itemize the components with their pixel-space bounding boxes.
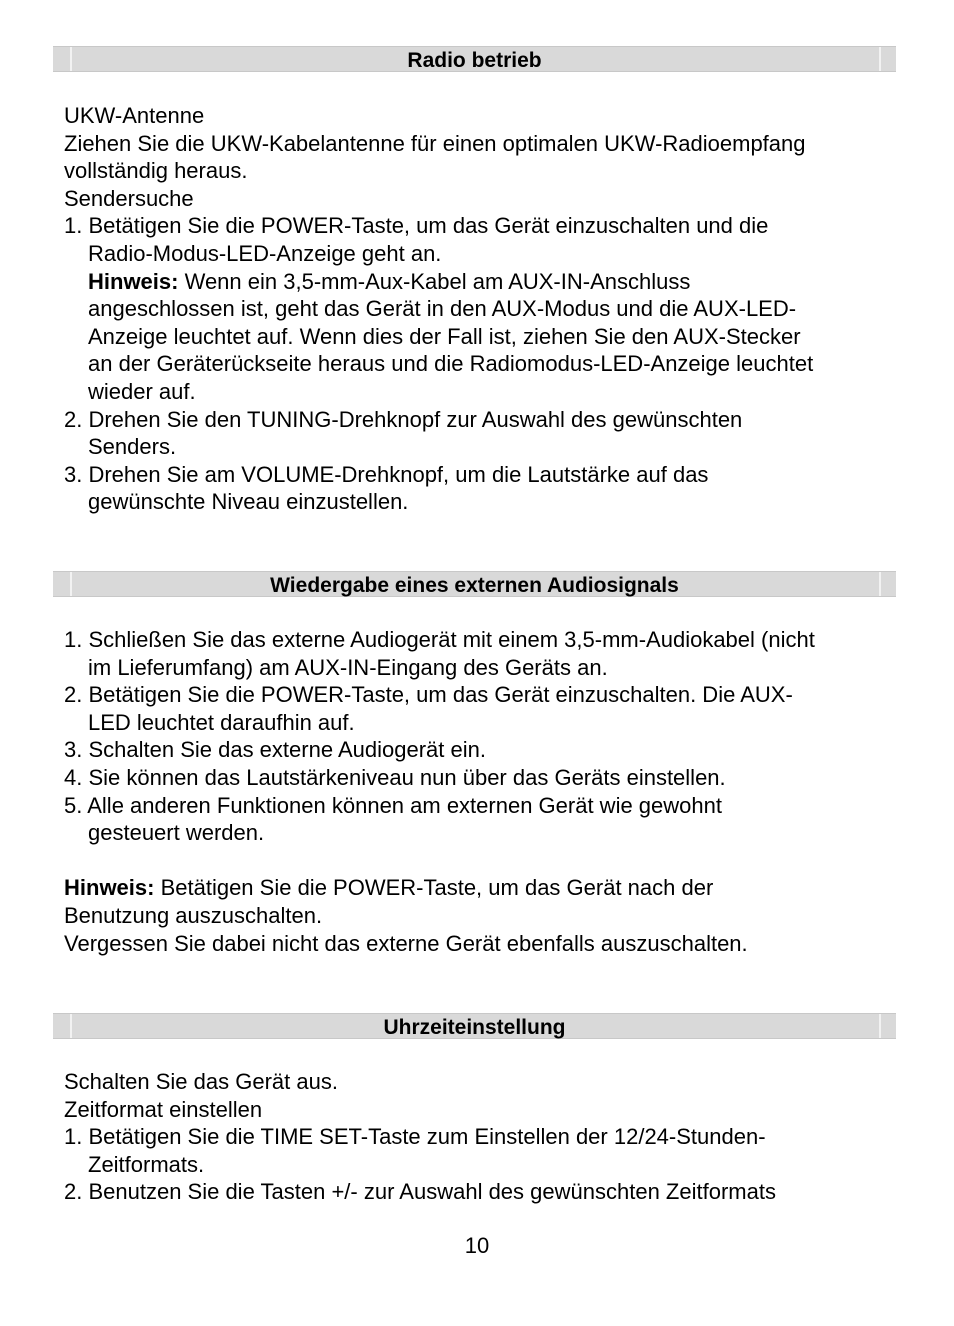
radio-step-2: 2. Drehen Sie den TUNING-Drehknopf zur Auswahl des gewünschten <box>64 406 743 432</box>
external-step-5: 5. Alle anderen Funktionen können am externen Gerät wie gewohnt <box>64 792 722 818</box>
external-note-line: Benutzung auszuschalten. <box>64 903 323 928</box>
external-note-label: Hinweis: <box>64 875 155 901</box>
clock-step-2: 2. Benutzen Sie die Tasten +/- zur Auswahl des gewünschten Zeitformats <box>64 1179 776 1205</box>
section-header-radio <box>53 46 896 72</box>
radio-step-2-cont: Senders. <box>88 434 177 460</box>
external-step-1-cont: im Lieferumfang) am AUX-IN-Eingang des Geräts an. <box>88 654 608 680</box>
external-step-1: 1. Schließen Sie das externe Audiogerät mit einem 3,5-mm-Audiokabel (nicht <box>64 627 815 652</box>
clock-intro: Schalten Sie das Gerät aus. <box>64 1069 338 1094</box>
radio-note-text: Wenn ein 3,5-mm-Aux-Kabel am AUX-IN-Anschluss <box>178 268 691 294</box>
radio-step-3: 3. Drehen Sie am VOLUME-Drehknopf, um die Lautstärke auf das <box>64 461 709 487</box>
clock-format-heading: Zeitformat einstellen <box>64 1096 263 1122</box>
radio-step-1-cont: Radio-Modus-LED-Anzeige geht an. <box>88 241 442 266</box>
external-step-2-cont: LED leuchtet daraufhin auf. <box>88 709 355 735</box>
external-step-4: 4. Sie können das Lautstärkeniveau nun über das Geräts einstellen. <box>64 765 726 790</box>
radio-step-3-cont: gewünschte Niveau einzustellen. <box>88 489 409 515</box>
radio-note-line: wieder auf. <box>88 379 196 404</box>
radio-note-label: Hinweis: <box>88 268 179 294</box>
external-note-line: Vergessen Sie dabei nicht das externe Gerät ebenfalls auszuschalten. <box>64 930 748 956</box>
external-note-line <box>64 874 904 902</box>
radio-note-line: angeschlossen ist, geht das Gerät in den AUX-Modus und die AUX-LED- <box>88 296 797 322</box>
external-step-3: 3. Schalten Sie das externe Audiogerät ein. <box>64 737 486 763</box>
section-title-clock: Uhrzeiteinstellung <box>383 1016 566 1039</box>
ukw-text-line: vollständig heraus. <box>64 158 248 184</box>
section-title-radio: Radio betrieb <box>407 49 542 72</box>
ukw-heading: UKW-Antenne <box>64 103 205 128</box>
radio-step-1: 1. Betätigen Sie die POWER-Taste, um das Gerät einzuschalten und die <box>64 213 769 239</box>
section-header-external <box>53 571 896 597</box>
radio-note-line: Anzeige leuchtet auf. Wenn dies der Fall ist, ziehen Sie den AUX-Stecker <box>88 323 801 349</box>
clock-step-1-cont: Zeitformats. <box>88 1151 205 1177</box>
ukw-text-line: Ziehen Sie die UKW-Kabelantenne für einen optimalen UKW-Radioempfang <box>64 130 806 156</box>
page-number: 10 <box>464 1233 490 1258</box>
radio-note-line <box>64 268 928 296</box>
external-step-5-cont: gesteuert werden. <box>88 820 265 846</box>
radio-note-line: an der Geräterückseite heraus und die Radiomodus-LED-Anzeige leuchtet <box>88 351 814 377</box>
section-title-external: Wiedergabe eines externen Audiosignals <box>270 574 679 597</box>
external-note-text: Betätigen Sie die POWER-Taste, um das Gerät nach der <box>154 875 714 901</box>
clock-step-1: 1. Betätigen Sie die TIME SET-Taste zum Einstellen der 12/24-Stunden- <box>64 1124 766 1150</box>
section-header-clock <box>53 1013 896 1039</box>
search-heading: Sendersuche <box>64 185 194 211</box>
external-step-2: 2. Betätigen Sie die POWER-Taste, um das Gerät einzuschalten. Die AUX- <box>64 682 793 708</box>
